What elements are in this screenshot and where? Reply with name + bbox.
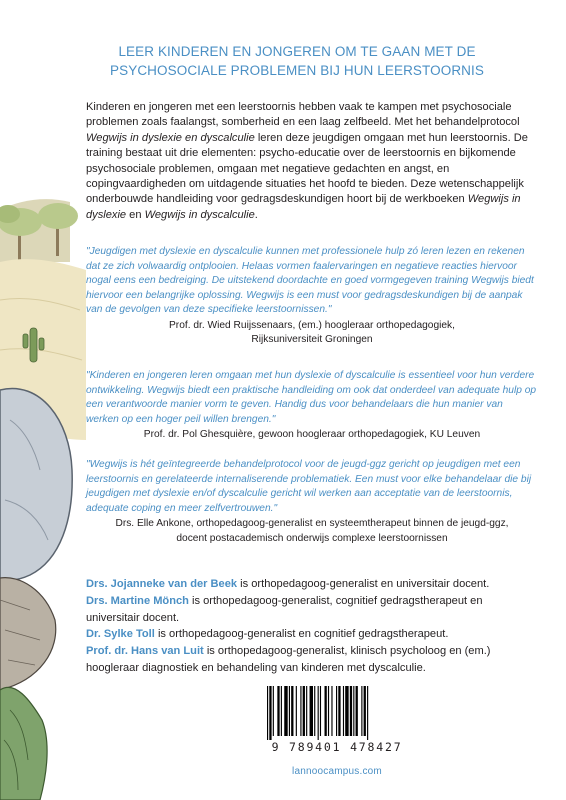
barcode-bar: [314, 686, 315, 736]
barcode-bar: [336, 686, 337, 736]
publisher-website: lannoocampus.com: [292, 766, 382, 777]
author-bio: [86, 576, 538, 593]
barcode-bar: [343, 686, 344, 736]
barcode-bar: [273, 686, 274, 736]
author-description: is orthopedagoog-generalist, klinisch psycholoog en (em.) hoogleraar diagnostiek en behandeling van kinderen met dyscalculie.: [86, 645, 491, 674]
endorsement-quote: [86, 458, 538, 546]
intro-text-2: leren deze jeugdigen omgaan met hun leerstoornis. De training bestaat uit drie elementen: psycho-educatie over de leerstoornis en bijkomende psychosociale problemen, omgaan met negatieve gedachten en angst, en copingvaardigheden om uitdagende situaties het hoofd te bieden. Deze wetenschappelijk onderbouwde handleiding voor gedragsdeskundigen hoort bij de werkboeken: [86, 131, 528, 206]
intro-title-1: Wegwijs in dyslexie en dyscalculie: [86, 131, 255, 144]
quote-attribution: [86, 319, 538, 348]
intro-paragraph: [86, 100, 538, 223]
intro-text-4: .: [254, 208, 258, 221]
barcode-bar: [284, 686, 287, 736]
barcode-bar: [303, 686, 305, 736]
barcode-bar: [277, 686, 279, 736]
barcode-bars: [255, 684, 419, 740]
barcode-bar: [320, 686, 321, 736]
intro-title-2: Wegwijs in dyslexie: [86, 193, 521, 221]
quote-attribution-line: Rijksuniversiteit Groningen: [251, 334, 373, 345]
quote-attribution-line: Prof. dr. Wied Ruijssenaars, (em.) hoogleraar orthopedagogiek,: [169, 319, 455, 331]
author-description: is orthopedagoog-generalist, cognitief gedragstherapeut en universitair docent.: [86, 594, 483, 624]
barcode-bar: [328, 686, 329, 736]
barcode-bar: [325, 686, 327, 736]
headline: [62, 42, 532, 80]
endorsement-quote: [86, 245, 538, 348]
barcode-bar: [367, 686, 368, 740]
endorsement-quote: [86, 369, 538, 443]
quote-attribution-line: Prof. dr. Pol Ghesquière, gewoon hoogleraar orthopedagogiek, KU Leuven: [143, 429, 481, 440]
isbn-number: 9 789401 478427: [271, 740, 403, 754]
intro-title-3: Wegwijs in dyscalculie: [144, 208, 255, 221]
author-name: Drs. Jojanneke van der Beek: [86, 578, 238, 590]
quote-attribution-line: docent postacademisch onderwijs complexe leerstoornissen: [176, 532, 448, 544]
quote-text: "Wegwijs is hét geïntegreerde behandelprotocol voor de jeugd-ggz gericht op jeugdigen met een leerstoornis en gerelateerde internaliserende problematiek. Een must voor elke behandelaar die bij jeugdigen met dyslexie en/of dyscalculie gericht wil werken aan acceptatie van de leerstoornis, adequate coping en meer zelfvertrouwen.": [86, 459, 532, 514]
quote-attribution: [86, 428, 538, 443]
author-bio: [86, 643, 538, 677]
barcode-bar: [281, 686, 282, 736]
quote-text: "Jeugdigen met dyslexie en dyscalculie kunnen met professionele hulp zó leren lezen en rekenen dat ze zich volwaardig ontplooien. Helaas vormen faalervaringen en negatieve reacties hiervoor nogal eens een bedreiging. De uitstekend doordachte en goed vormgegeven training Wegwijs biedt hiervoor een belangrijke oplossing. Wegwijs is een must voor gedragsdeskundigen bij de aanpak van de gevolgen van deze specifieke leerstoornissen.": [86, 246, 534, 315]
author-bios: [86, 576, 538, 677]
barcode-bar: [291, 686, 293, 736]
author-bio: [86, 593, 538, 627]
author-description: is orthopedagoog-generalist en universitair docent.: [237, 578, 490, 590]
headline-line-1: LEER KINDEREN EN JONGEREN OM TE GAAN MET DE: [118, 44, 476, 59]
barcode-bar: [345, 686, 348, 736]
quote-attribution-line: Drs. Elle Ankone, orthopedagoog-generalist en systeemtherapeut binnen de jeugd-ggz,: [115, 518, 509, 529]
author-description: is orthopedagoog-generalist en cognitief gedragstherapeut.: [154, 628, 449, 641]
barcode-bar: [296, 686, 297, 736]
barcode-bar: [364, 686, 366, 736]
barcode-bar: [353, 686, 354, 736]
isbn-barcode: [255, 684, 419, 764]
barcode-bar: [331, 686, 332, 736]
intro-text-1: Kinderen en jongeren met een leerstoornis hebben vaak te kampen met psychosociale problemen zoals faalangst, somberheid en een laag zelfbeeld. Met het behandelprotocol: [86, 101, 520, 129]
barcode-bar: [318, 686, 319, 740]
author-name: Prof. dr. Hans van Luit: [86, 645, 204, 658]
barcode-bar: [269, 686, 271, 740]
intro-text-3: en: [126, 208, 145, 221]
barcode-bar: [350, 686, 352, 736]
barcode-bar: [361, 686, 362, 736]
quote-attribution: [86, 517, 538, 546]
author-name: Dr. Sylke Toll: [86, 628, 155, 641]
barcode-bar: [267, 686, 268, 740]
quote-text: "Kinderen en jongeren leren omgaan met hun dyslexie of dyscalculie is essentieel voor hun verdere ontwikkeling. Wegwijs biedt een praktische handleiding om ook dat onderdeel van adequate hulp op een verantwoorde manier vorm te geven. Handig dus voor behandelaars die hun manier van werken op een hoger peil willen brengen.": [86, 370, 537, 425]
barcode-bar: [338, 686, 340, 736]
barcode-bar: [306, 686, 307, 736]
barcode-bar: [310, 686, 313, 736]
author-name: Drs. Martine Mönch: [86, 594, 189, 607]
barcode-bar: [289, 686, 290, 736]
author-bio: [86, 626, 538, 643]
barcode-bar: [356, 686, 358, 736]
headline-line-2: PSYCHOSOCIALE PROBLEMEN BIJ HUN LEERSTOORNIS: [110, 63, 484, 78]
barcode-bar: [300, 686, 301, 736]
